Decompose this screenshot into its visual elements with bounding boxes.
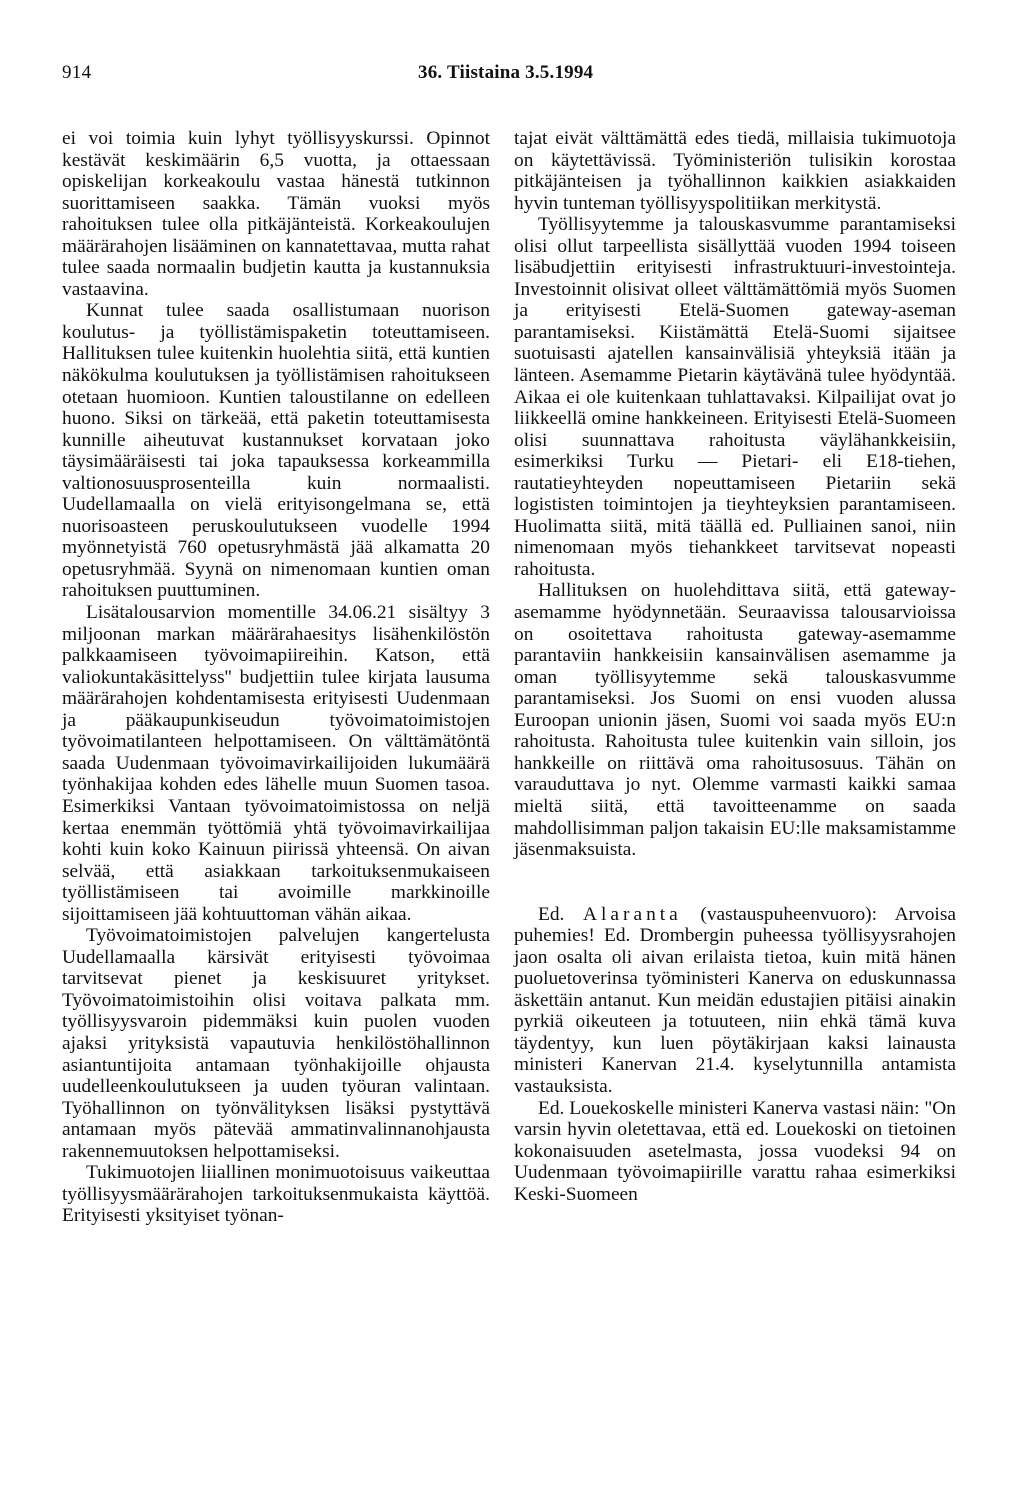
paragraph: Lisätalousarvion momentille 34.06.21 sisältyy 3 miljoonan markan määrärahaesitys lisähenkilöstön palkkaamiseen työvoimapiireihin. Katson, että valiokuntakäsittelyss'' budjettiin tulee kirjata lausuma määrärahojen kohdentamisesta erityisesti Uudenmaan ja pääkaupunkiseudun työvoimatoimistojen työvoimatilanteen helpottamiseen. On välttämätöntä saada Uudenmaan työvoimavirkailijoiden lukumäärä työnhakijaa kohden edes lähelle muun Suomen tasoa. Esimerkiksi Vantaan työvoimatoimistossa on neljä kertaa enemmän työttömiä yhtä työvoimavirkailijaa kohti kuin koko Kainuun piirissä yhteensä. On aivan selvää, että asiakkaan tarkoituksenmukaiseen työllistämiseen tai avoimille markkinoille sijoittamiseen jää kohtuuttoman vähän aikaa. bbox=[62, 602, 490, 925]
speaker-paragraph bbox=[514, 904, 956, 1098]
running-head: 36. Tiistaina 3.5.1994 bbox=[418, 62, 594, 83]
left-column bbox=[62, 128, 490, 1227]
speaker-name: Alaranta bbox=[583, 903, 682, 925]
paragraph: ei voi toimia kuin lyhyt työllisyyskurssi. Opinnot kestävät keskimäärin 6,5 vuotta, ja ottaessaan opiskelijan korkeakoulu vastaa hänestä tutkinnon suorittamiseen saakka. Tämän vuoksi myös rahoituksen tulee olla pitkäjänteistä. Korkeakoulujen määrärahojen lisääminen on kannatettavaa, mutta rahat tulee saada normaalin budjetin kautta ja kustannuksia vastaavina. bbox=[62, 128, 490, 300]
paragraph: Kunnat tulee saada osallistumaan nuorison koulutus- ja työllistämispaketin toteuttamiseen. Hallituksen tulee kuitenkin huolehtia siitä, että kuntien näkökulma koulutuksen ja työllistämisen rahoitukseen otetaan huomioon. Kuntien taloustilanne on edelleen huono. Siksi on tärkeää, että paketin toteuttamisesta kunnille aiheutuvat kustannukset korvataan joko täysimääräisesti tai joka tapauksessa korkeammilla valtionosuusprosenteilla kuin normaalisti. Uudellamaalla on vielä erityisongelmana se, että nuorisoasteen peruskoulutukseen vuodelle 1994 myönnetyistä 760 opetusryhmästä jää alkamatta 20 opetusryhmää. Syynä on nimenomaan kuntien oman rahoituksen puuttuminen. bbox=[62, 300, 490, 602]
speech-text: Arvoisa puhemies! Ed. Drombergin puheessa työllisyysrahojen jaon osalta oli aivan erilaista tietoa, kuin mitä hänen puoluetoverinsa työministeri Kanerva on eduskunnassa äskettäin antanut. Kun meidän edustajien pitäisi ainakin pyrkiä oikeuteen ja totuuteen, niin ehkä tämä kuva täydentyy, kun luen pöytäkirjaan kaksi lainausta ministeri Kanervan 21.4. kyselytunnilla antamista vastauksista. bbox=[514, 903, 956, 1097]
speaker-prefix: Ed. bbox=[538, 903, 565, 925]
paragraph: tajat eivät välttämättä edes tiedä, millaisia tukimuotoja on käytettävissä. Työministeriön tulisikin korostaa pitkäjänteisen ja työhallinnon kaikkien asiakkaiden hyvin tunteman työllisyyspolitiikan merkitystä. bbox=[514, 128, 956, 214]
paragraph: Tukimuotojen liiallinen monimuotoisuus vaikeuttaa työllisyysmäärärahojen tarkoituksenmukaista käyttöä. Erityisesti yksityiset työnan- bbox=[62, 1162, 490, 1227]
paragraph: Työvoimatoimistojen palvelujen kangertelusta Uudellamaalla kärsivät erityisesti työvoimaa tarvitsevat pienet ja keskisuuret yritykset. Työvoimatoimistoihin olisi voitava palkata mm. työllisyysvaroin pidemmäksi kuin puolen vuoden ajaksi yrityksistä vapautuvia henkilöstöhallinnon asiantuntijoita antamaan työnhakijoille ohjausta uudelleenkoulutukseen ja uuden työuran valintaan. Työhallinnon on työnvälityksen lisäksi pystyttävä antamaan myös pätevää ammatinvalinnanohjausta rakennemuutoksen helpottamiseksi. bbox=[62, 925, 490, 1162]
paragraph: Työllisyytemme ja talouskasvumme parantamiseksi olisi ollut tarpeellista sisällyttää vuoden 1994 toiseen lisäbudjettiin erityisesti infrastruktuuri-investointeja. Investoinnit olisivat olleet välttämättömiä myös Suomen ja erityisesti Etelä-Suomen gateway-aseman parantamiseksi. Kiistämättä Etelä-Suomi sijaitsee suotuisasti ajatellen kansainvälisiä yhteyksiä itään ja länteen. Asemamme Pietarin käytävänä tulee hyödyntää. Aikaa ei ole kuitenkaan tuhlattavaksi. Kilpailijat ovat jo liikkeellä omine hankkeineen. Erityisesti Etelä-Suomeen olisi suunnattava rahoitusta väylähankkeisiin, esimerkiksi Turku — Pietari- eli E18-tiehen, rautatieyhteyden nopeuttamiseen Pietariin sekä logististen toimintojen ja tieyhteyksien parantamiseen. Huolimatta siitä, mitä täällä ed. Pulliainen sanoi, niin nimenomaan myös tiehankkeet tarvitsevat nopeasti rahoitusta. bbox=[514, 214, 956, 580]
paragraph: Ed. Louekoskelle ministeri Kanerva vastasi näin: "On varsin hyvin oletettavaa, että ed. Louekoski on tietoinen kokonaisuuden asetelmasta, jossa vuodeksi 94 on Uudenmaan työvoimapiirille varattu rahaa esimerkiksi Keski-Suomeen bbox=[514, 1097, 956, 1205]
right-column bbox=[514, 128, 956, 1205]
paragraph: Hallituksen on huolehdittava siitä, että gateway-asemamme hyödynnetään. Seuraavissa talousarvioissa on osoitettava rahoitusta gateway-asemamme parantaviin hankkeisiin kansainvälisen asemamme ja oman työllisyytemme sekä talouskasvumme parantamiseksi. Jos Suomi on ensi vuoden alussa Euroopan unionin jäsen, Suomi voi saada myös EU:n rahoitusta. Rahoitusta tulee kuitenkin vain silloin, jos hankkeille on riittävä oma rahoitusosuus. Tähän on varauduttava jo nyt. Olemme varmasti kaikki samaa mieltä siitä, että tavoitteenamme on saada mahdollisimman paljon takaisin EU:lle maksamistamme jäsenmaksuista. bbox=[514, 580, 956, 861]
speaker-role: (vastauspuheenvuoro): bbox=[700, 903, 878, 925]
page-number: 914 bbox=[62, 62, 92, 83]
